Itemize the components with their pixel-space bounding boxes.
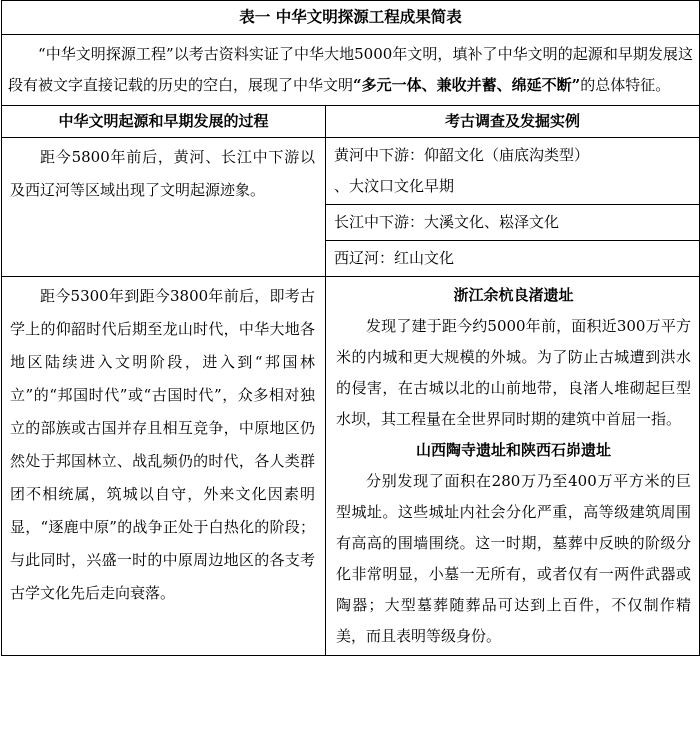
site1-title: 浙江余杭良渚遗址 [453,286,574,304]
period1-example-xiliao: 西辽河：红山文化 [326,241,700,277]
intro-emphasis: “多元一体、兼收并蓄、绵延不断” [353,76,581,94]
site2-title: 山西陶寺遗址和陕西石峁遗址 [415,441,611,459]
table-title: 表一 中华文明探源工程成果简表 [2,1,700,35]
example-line: 、大汶口文化早期 [334,177,455,195]
site1-text: 发现了建于距今约5000年前，面积近300万平方米的内城和更大规模的外城。为了防止古城遭到洪水的侵害，在古城以北的山前地带，良渚人堆砌起巨型水坝，其工程量在全世界同时期的建筑中首屈一指。 [336,317,691,428]
intro-text-after: 的总体特征。 [580,76,671,94]
period2-examples [326,277,700,656]
example-line: 黄河中下游：仰韶文化（庙底沟类型） [334,146,590,164]
period1-example-yangtze: 长江中下游：大溪文化、崧泽文化 [326,205,700,241]
header-examples: 考古调查及发掘实例 [326,106,700,138]
intro-text-before: “中华文明探源工程”以考古资料实证了中华大地5000年文明，填补了中华文明的起源和早期发展这段有被文字直接记载的历史的空白，展现了中华文明 [8,45,693,94]
header-process: 中华文明起源和早期发展的过程 [2,106,326,138]
period2-description: 距今5300年到距今3800年前后，即考古学上的仰韶时代后期至龙山时代，中华大地各地区陆续进入文明阶段，进入到“邦国林立”的“邦国时代”或“古国时代”，众多相对独立的部族或古国并存且相互竞争，中原地区仍然处于邦国林立、战乱频仍的时代，各人类群团不相统属，筑城以自守，外来文化因素明显，“逐鹿中原”的战争正处于白热化的阶段；与此同时，兴盛一时的中原周边地区的各支考古学文化先后走向衰落。 [2,277,326,656]
site2-text: 分别发现了面积在280万乃至400万平方米的巨型城址。这些城址内社会分化严重，高等级建筑周围有高高的围墙围绕。这一时期，墓葬中反映的阶级分化非常明显，小墓一无所有，或者仅有一两件武器或陶器；大型墓葬随葬品可达到上百件，不仅制作精美，而且表明等级身份。 [336,472,691,645]
period1-description: 距今5800年前后，黄河、长江中下游以及西辽河等区域出现了文明起源迹象。 [2,138,326,277]
intro-paragraph [2,35,700,106]
achievements-table [1,0,700,656]
period1-example-yellow-river [326,138,700,205]
